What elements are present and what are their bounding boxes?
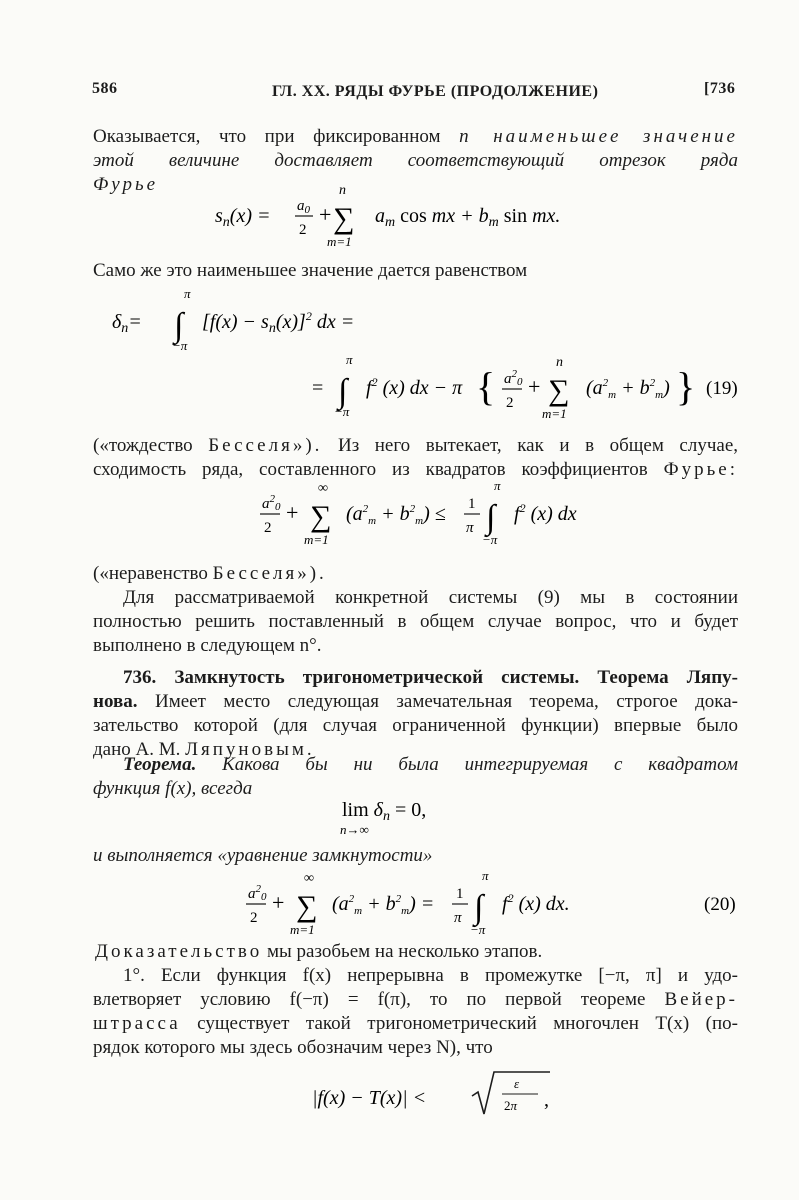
svg-text:π: π [346, 352, 353, 367]
svg-text:m=1: m=1 [290, 922, 315, 937]
svg-text:π: π [494, 482, 501, 493]
svg-text:n→∞: n→∞ [340, 822, 369, 837]
author-name: штрасса [93, 1013, 181, 1034]
svg-text:∑: ∑ [296, 890, 318, 923]
svg-text:lim δn = 0,: $\lim \delta_n = 0$, [342, 799, 427, 824]
svg-text:m=1: m=1 [327, 234, 352, 249]
svg-text:n: n [339, 183, 346, 198]
svg-text:m=1: m=1 [304, 532, 329, 547]
svg-text:−π: −π [334, 404, 350, 419]
author-name: Вейер- [664, 989, 739, 1010]
text-line: сходимость ряда, составленного из квадратов коэффициентов [93, 459, 648, 480]
paragraph-system [93, 586, 738, 658]
section-number-value: 736 [709, 80, 736, 97]
author-name: Фурье [93, 174, 159, 195]
section-heading: 736. Замкнутость тригонометрической системы. Теорема Ляпу- [123, 667, 738, 688]
svg-text:∫: ∫ [338, 373, 348, 410]
svg-text:∞: ∞ [318, 482, 328, 496]
svg-text:δn=: $\delta_n=$ [112, 311, 142, 336]
theorem-closure-text: и выполняется «уравнение замкнутости» [93, 845, 433, 866]
text-line: зательство которой (для случая ограниченной функции) впервые было [93, 715, 738, 736]
equation-approximation [312, 1066, 572, 1122]
svg-text:f2 (x) dx: $f^2$ (x) dx [514, 501, 577, 525]
svg-text:f2 (x) dx − π: $f^2$ (x) dx − π [366, 375, 463, 399]
svg-text:∑: ∑ [548, 374, 570, 407]
svg-text:sn(x) =: $s_n(x)$ = [215, 205, 271, 230]
svg-text:π: π [454, 910, 462, 926]
section-heading-end: нова. [93, 691, 138, 712]
equation-label: (19) [706, 378, 738, 399]
text-line: выполнено в следующем n°. [93, 635, 322, 656]
paragraph-min-value: Само же это наименьшее значение дается равенством [93, 260, 528, 281]
equation-label: (20) [704, 894, 736, 915]
text-line: полностью решить поставленный в общем случае вопрос, что и будет [93, 611, 738, 632]
svg-text:[f(x) − sn(x)]2 dx =: $[f(x) - s_n(x)]^2$ dx = [202, 309, 355, 336]
svg-text:∫: ∫ [474, 889, 484, 926]
paragraph-bessel-inequality [93, 562, 327, 586]
svg-text:1: 1 [468, 496, 476, 512]
theorem-label: Теорема. [123, 754, 197, 775]
svg-text:2π: 2π [504, 1098, 518, 1113]
equation-bessel-inequality [258, 482, 618, 554]
page-number: 586 [92, 80, 118, 97]
svg-text:=: = [312, 377, 324, 399]
svg-text:a20: $a^2_0$ [248, 883, 267, 903]
svg-text:1: 1 [456, 886, 464, 902]
svg-text:(a2m + b2m) ≤: $(a^2_m + b^2_m)$ ≤ [346, 503, 446, 527]
svg-text:2: 2 [299, 222, 307, 238]
proof-label: Доказательство [95, 941, 263, 962]
svg-text:∑: ∑ [310, 500, 332, 533]
svg-text:(a2m + b2m): $(a^2_m + b^2_m)$ [586, 377, 670, 401]
text-line: Имеет место следующая замечательная теорема, строгое дока- [154, 691, 739, 712]
text-line: («тождество [93, 435, 193, 456]
svg-text:∫: ∫ [486, 499, 496, 536]
svg-text:}: } [676, 364, 696, 409]
author-name: Бесселя»). [212, 563, 327, 584]
equation-20 [244, 872, 744, 944]
svg-text:{: { [476, 364, 496, 409]
svg-text:−π: −π [470, 922, 486, 937]
svg-text:m=1: m=1 [542, 406, 567, 421]
svg-text:a0: $a_0$ [297, 198, 310, 216]
author-name: Фурье: [663, 459, 738, 480]
svg-text:−π: −π [482, 532, 498, 547]
svg-text:(a2m + b2m) =: $(a^2_m + b^2_m)$ = [332, 893, 435, 917]
text-line: Из него вытекает, как и в общем случае, [337, 435, 738, 456]
emphasis-text: n наименьшее значение [459, 126, 738, 147]
svg-text:2: 2 [506, 395, 514, 411]
svg-text:f2 (x) dx.: $f^2$ (x) dx. [502, 891, 570, 915]
text-line: 1°. Если функция f(x) непрерывна в промежутке [−π, π] и удо- [123, 965, 738, 986]
svg-text:π: π [482, 872, 489, 883]
svg-text:π: π [184, 288, 191, 301]
svg-text:+: + [272, 890, 285, 915]
section-number: [736 [704, 80, 736, 97]
svg-text:2: 2 [250, 910, 258, 926]
paragraph-bessel-identity [93, 434, 738, 482]
text-line: рядок которого мы здесь обозначим через N), что [93, 1037, 493, 1058]
running-title: ГЛ. XX. РЯДЫ ФУРЬЕ (ПРОДОЛЖЕНИЕ) [272, 83, 599, 100]
text-line: функция f(x), всегда [93, 778, 253, 799]
text-line: мы разобьем на несколько этапов. [267, 941, 543, 962]
svg-text:∑: ∑ [333, 202, 355, 235]
svg-text:−π: −π [172, 338, 188, 353]
svg-text:ε: ε [514, 1076, 520, 1091]
svg-text:2: 2 [264, 520, 272, 536]
svg-text:∫: ∫ [174, 307, 184, 344]
text-line: дано А. М. [93, 739, 181, 760]
equation-19 [112, 288, 752, 428]
svg-text:n: n [556, 355, 563, 370]
emphasis-line: этой величине доставляет соответствующий отрезок ряда [93, 150, 738, 171]
section-736 [93, 666, 738, 762]
text-line: Для рассматриваемой конкретной системы (9) мы в состоянии [123, 587, 738, 608]
author-name: Бесселя»). [208, 435, 323, 456]
author-name: Ляпуновым. [185, 739, 315, 760]
svg-text:∞: ∞ [304, 872, 314, 886]
svg-text:,: , [544, 1089, 549, 1111]
svg-text:a20: $a^2_0$ [262, 493, 281, 513]
text-line: существует такой тригонометрический многочлен T(x) (по- [197, 1013, 738, 1034]
svg-text:+: + [286, 500, 299, 525]
svg-text:am cos mx + bm sin mx.: $a_m$ cos mx + $b_m$ sin mx. [375, 205, 561, 230]
equation-partial-sum [215, 178, 635, 250]
svg-text:+: + [319, 202, 332, 227]
text-line: влетворяет условию f(−π) = f(π), то по первой теореме [93, 989, 646, 1010]
svg-text:|f(x) − T(x)| <: |f(x) − T(x)| < [312, 1087, 427, 1109]
text-line: («неравенство [93, 563, 208, 584]
svg-text:+: + [528, 374, 541, 399]
svg-text:a20: $a^2_0$ [504, 368, 523, 388]
text-line: Оказывается, что при фиксированном [93, 126, 441, 147]
svg-text:π: π [466, 520, 474, 536]
proof [93, 940, 738, 1060]
equation-limit [340, 794, 480, 840]
text-line: Какова бы ни была интегрируемая с квадратом [222, 754, 738, 775]
